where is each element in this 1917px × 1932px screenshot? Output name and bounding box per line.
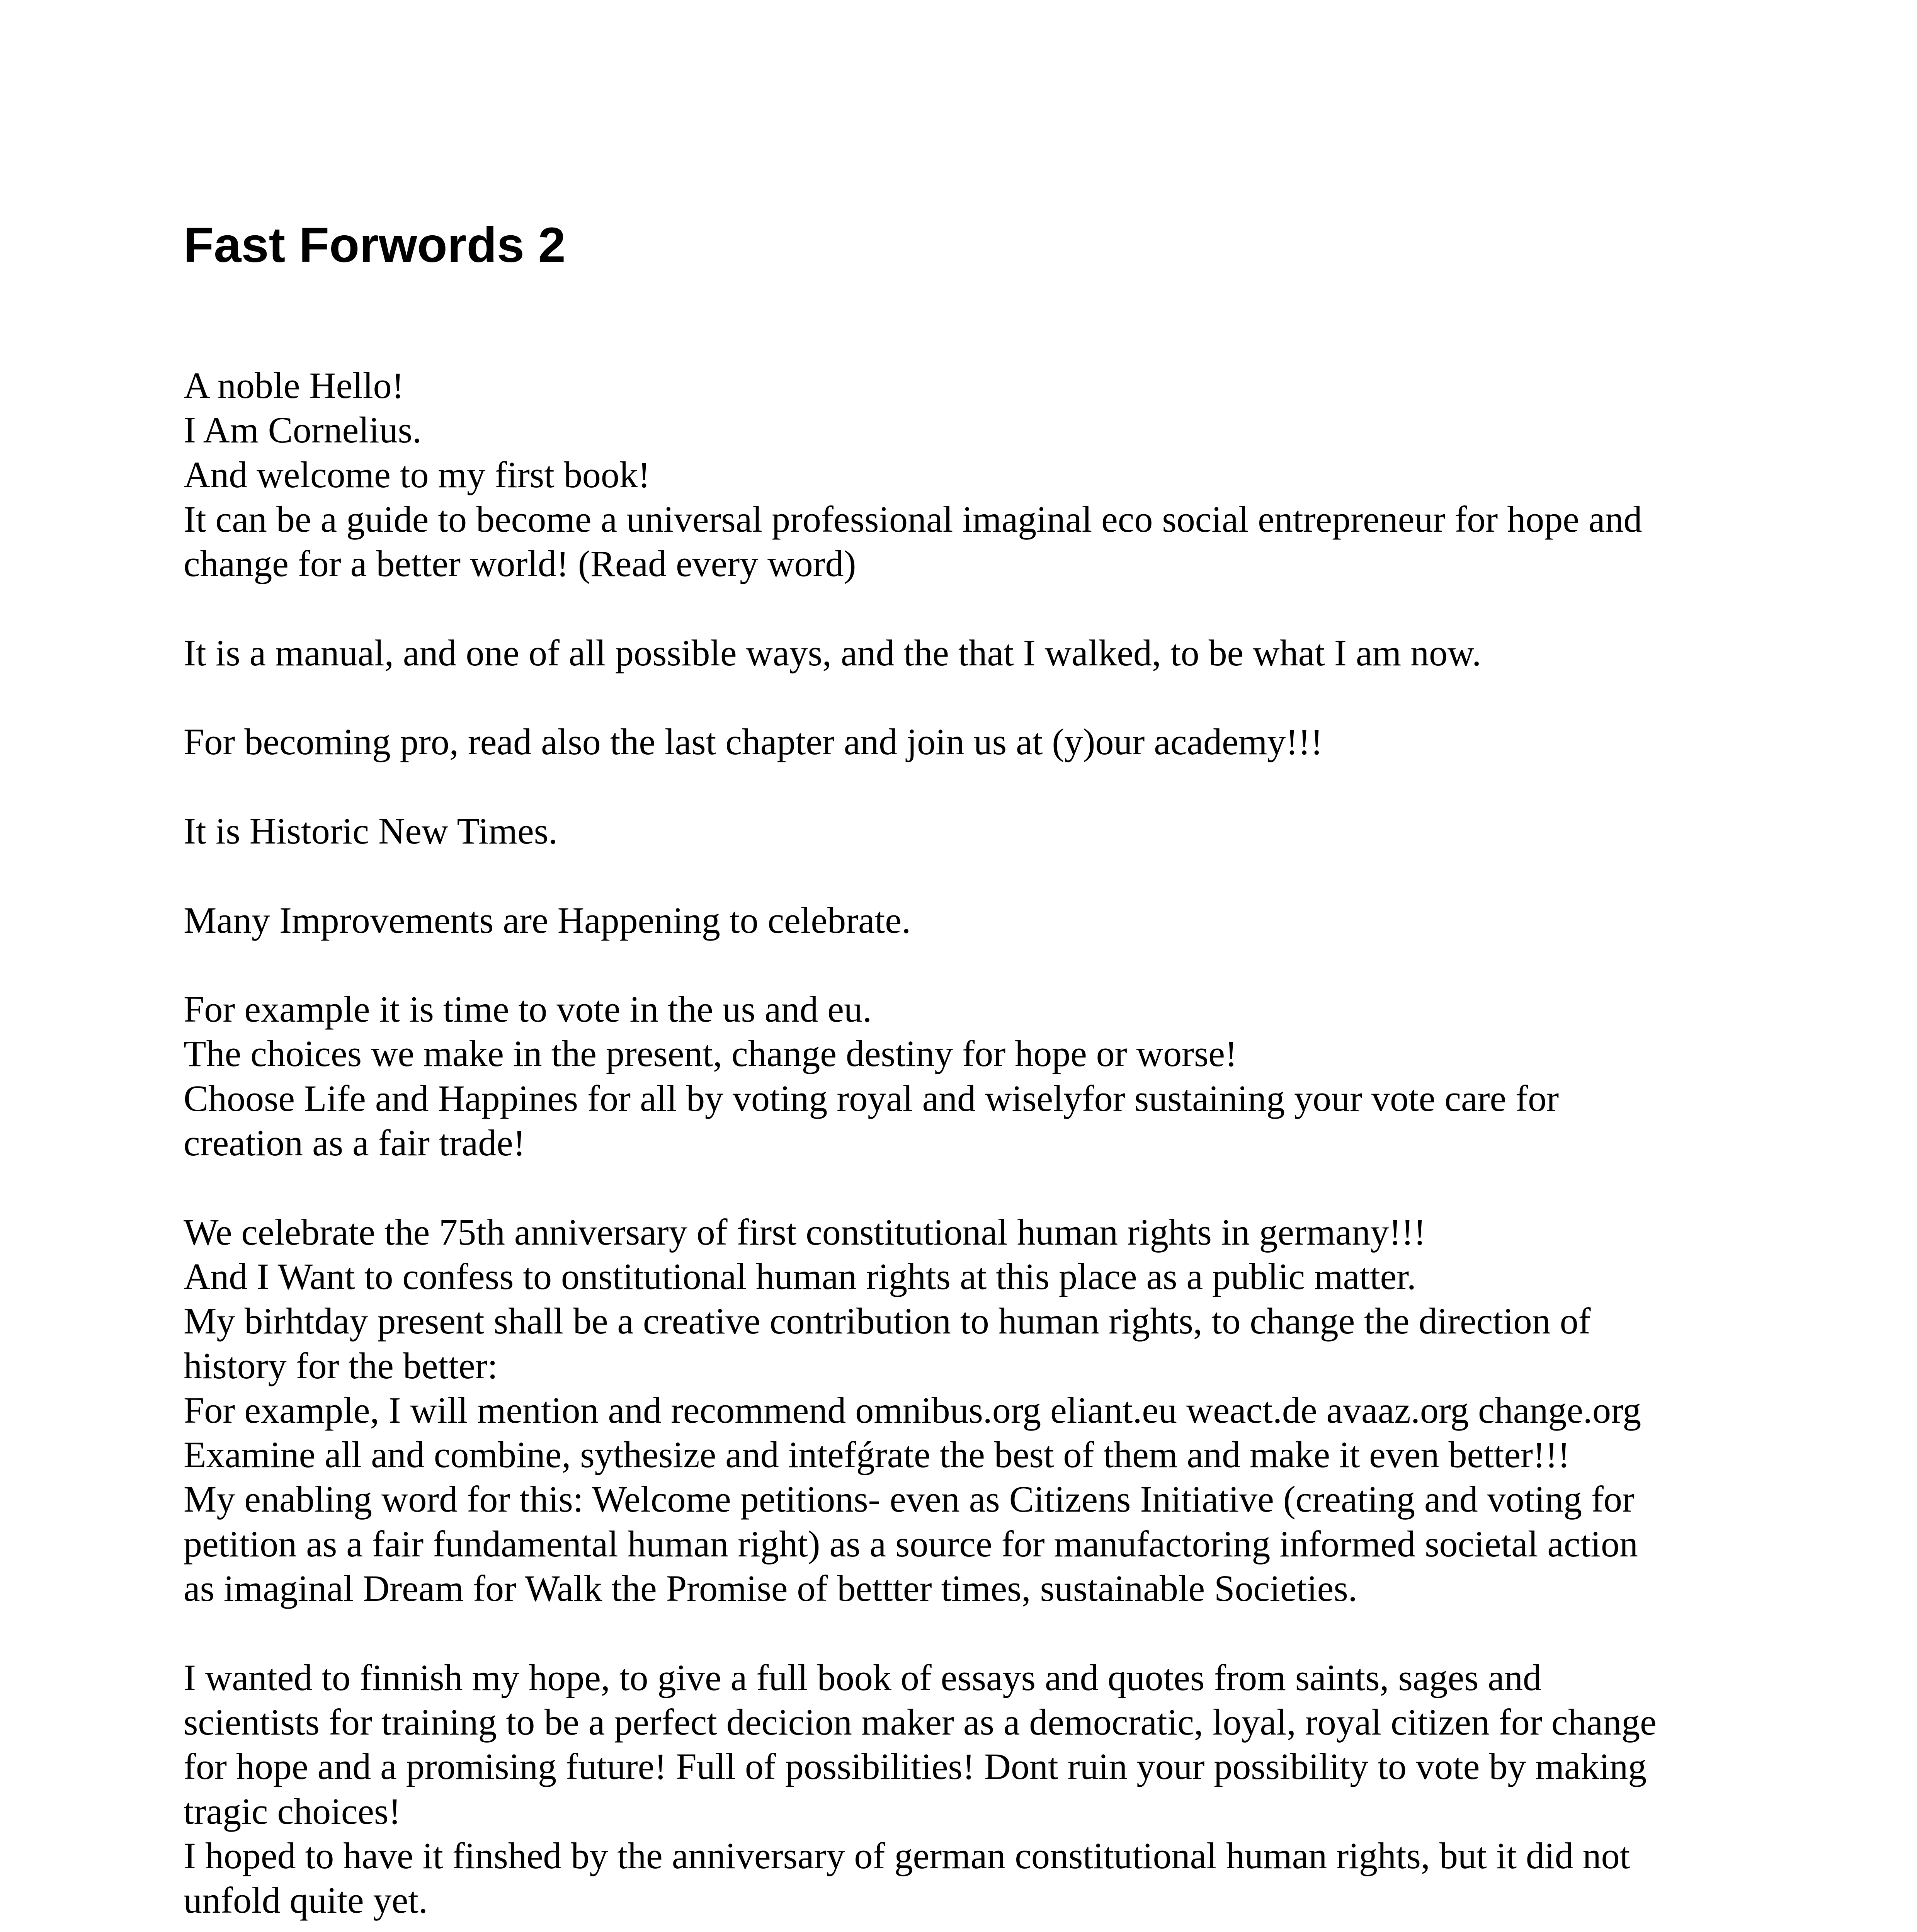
text-line: Many Improvements are Happening to celebrate. [184,899,911,941]
text-line: Choose Life and Happines for all by voting royal and wiselyfor sustaining your vote care for [184,1077,1559,1119]
text-line: scientists for training to be a perfect decicion maker as a democratic, loyal, royal citizen for change [184,1701,1657,1743]
text-line: petition as a fair fundamental human right) as a source for manufactoring informed societal action [184,1523,1638,1565]
paragraph [184,631,1799,675]
text-line: It is a manual, and one of all possible ways, and the that I walked, to be what I am now. [184,632,1482,673]
document-body [184,216,1799,1932]
paragraph [184,363,1799,586]
text-line: as imaginal Dream for Walk the Promise of bettter times, sustainable Societies. [184,1568,1357,1609]
text-line: Examine all and combine, sythesize and intefǵrate the best of them and make it even better!!! [184,1434,1570,1476]
text-line: We celebrate the 75th anniversary of first constitutional human rights in germany!!! [184,1211,1426,1253]
text-line: My birhtday present shall be a creative contribution to human rights, to change the direction of [184,1300,1591,1342]
text-line: for hope and a promising future! Full of possibilities! Dont ruin your possibility to vote by making [184,1746,1647,1787]
text-line: For becoming pro, read also the last chapter and join us at (y)our academy!!! [184,721,1323,763]
text-line: tragic choices! [184,1790,401,1832]
text-line: I Am Cornelius. [184,409,422,451]
paragraph [184,1655,1799,1923]
text-line: I hoped to have it finshed by the anniversary of german constitutional human rights, but it did not [184,1835,1630,1876]
paragraph-list [184,363,1799,1932]
paragraph [184,1210,1799,1611]
paragraph [184,809,1799,853]
text-line: My enabling word for this: Welcome petitions- even as Citizens Initiative (creating and voting for [184,1478,1635,1520]
text-line: And I Want to confess to onstitutional human rights at this place as a public matter. [184,1255,1416,1297]
text-line: The choices we make in the present, change destiny for hope or worse! [184,1033,1237,1075]
text-line: For example, I will mention and recommend omnibus.org eliant.eu weact.de avaaz.org change.org [184,1389,1641,1431]
text-line: For example it is time to vote in the us and eu. [184,988,872,1030]
paragraph [184,898,1799,942]
paragraph [184,987,1799,1165]
paragraph [184,719,1799,764]
text-line: creation as a fair trade! [184,1122,526,1164]
text-line: I wanted to finnish my hope, to give a full book of essays and quotes from saints, sages and [184,1656,1542,1698]
text-line: It is Historic New Times. [184,810,558,852]
text-line: And welcome to my first book! [184,454,650,495]
document-title: Fast Forwords 2 [184,218,566,273]
text-line: A noble Hello! [184,365,404,406]
text-line: unfold quite yet. [184,1879,428,1921]
text-line: change for a better world! (Read every word) [184,543,856,585]
text-line: history for the better: [184,1345,498,1386]
text-line: It can be a guide to become a universal professional imaginal eco social entrepreneur for hope and [184,498,1642,540]
